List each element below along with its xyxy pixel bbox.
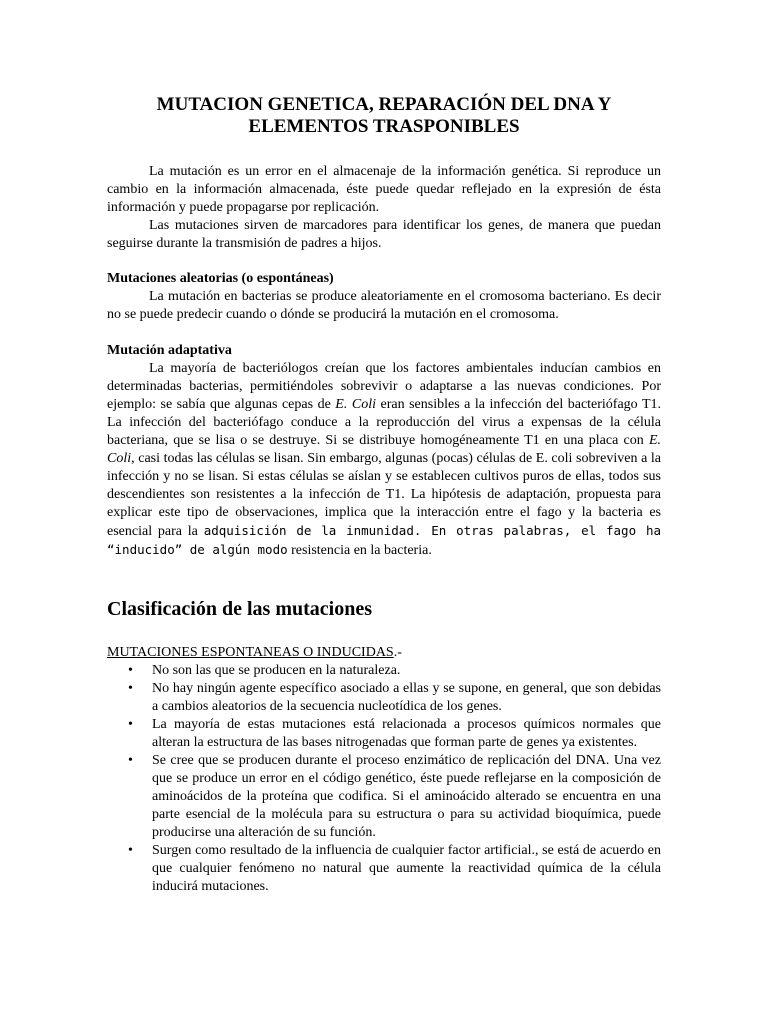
section-adaptativa: [107, 342, 661, 560]
list-item-text: Se cree que se producen durante el proceso enzimático de replicación del DNA. Una vez que se produce un error en el código genético, éste puede reflejarse en la composición de aminoácidos de la proteína que codifica. Si el aminoácido alterado se encuentra en una parte esencial de la molécula para su estructura o para su actividad bioquímica, puede producirse una alteración de su función.: [152, 753, 661, 840]
list-item: [107, 752, 661, 842]
section-paragraph: [107, 360, 661, 560]
bullet-icon: •: [128, 717, 133, 732]
text-run: La mayoría de bacteriólogos creían que los factores ambientales inducían cambios en determinadas bacterias, permitiéndoles sobrevivir o adaptarse a las nuevas condiciones. Por ejemplo: se sabía que algunas cepas de: [107, 361, 661, 412]
intro-paragraph-2: Las mutaciones sirven de marcadores para identificar los genes, de manera que puedan seguirse durante la transmisión de padres a hijos.: [107, 218, 661, 251]
list-item-text: No hay ningún agente específico asociado a ellas y se supone, en general, que son debidas a cambios aleatorios de la secuencia nucleotídica de los genes.: [152, 681, 661, 714]
text-run: eran sensibles a la infección del bacteriófago T1. La infección del bacteriófago conduce a la reproducción del virus a expensas de la célula bacteriana, que se lisa o se destruye. Si se distribuye homogéneamente T1 en una placa con: [107, 397, 661, 448]
section-paragraph: La mutación en bacterias se produce aleatoriamente en el cromosoma bacteriano. Es decir no se puede predecir cuando o dónde se producirá la mutación en el cromosoma.: [107, 289, 661, 322]
intro-section: [107, 163, 661, 253]
title-line-2: ELEMENTOS TRASPONIBLES: [248, 116, 520, 137]
text-run: resistencia en la bacteria.: [287, 543, 432, 558]
italic-term: E. Coli: [107, 433, 661, 466]
section-heading: Mutaciones aleatorias (o espontáneas): [107, 271, 334, 286]
list-item: [107, 680, 661, 716]
bullet-icon: •: [128, 681, 133, 696]
list-item-text: No son las que se producen en la naturaleza.: [152, 663, 401, 678]
bullet-icon: •: [128, 843, 133, 858]
document-title: [90, 94, 678, 138]
italic-term: E. Coli: [335, 397, 376, 412]
monospace-text-run: adquisición de la inmunidad. En otras palabras, el fago ha “inducido” de algún modo: [107, 523, 661, 557]
text-run: , casi todas las células se lisan. Sin embargo, algunas (pocas) células de E. coli sobreviven a la infección y no se lisan. Si estas células se aíslan y se establecen cultivos puros de ellas, todos sus descendientes son resistentes a la infección de T1. La hipótesis de adaptación, propuesta para explicar este tipo de observaciones, implica que la interacción entre el fago y la bacteria es esencial para la: [107, 451, 661, 539]
bullet-icon: •: [128, 663, 133, 678]
section-heading: Mutación adaptativa: [107, 343, 232, 358]
bullet-icon: •: [128, 753, 133, 768]
title-line-1: MUTACION GENETICA, REPARACIÓN DEL DNA Y: [156, 94, 612, 115]
underlined-heading: MUTACIONES ESPONTANEAS O INDUCIDAS: [107, 645, 394, 660]
bullet-list: [107, 662, 661, 896]
list-item: [107, 716, 661, 752]
subsection-title: [107, 644, 661, 662]
section-aleatorias: [107, 270, 661, 324]
section-title-clasificacion: Clasificación de las mutaciones: [107, 598, 372, 620]
heading-suffix: .-: [393, 645, 402, 660]
list-item-text: Surgen como resultado de la influencia de cualquier factor artificial., se está de acuerdo en que cualquier fenómeno no natural que aumente la reactividad química de la célula inducirá mutaciones.: [152, 843, 661, 894]
intro-paragraph-1: La mutación es un error en el almacenaje de la información genética. Si reproduce un cambio en la información almacenada, éste puede quedar reflejado en la expresión de ésta información y puede propagarse por replicación.: [107, 164, 661, 215]
list-item: [107, 662, 661, 680]
list-item: [107, 842, 661, 896]
list-item-text: La mayoría de estas mutaciones está relacionada a procesos químicos normales que alteran la estructura de las bases nitrogenadas que forman parte de genes ya existentes.: [152, 717, 661, 750]
